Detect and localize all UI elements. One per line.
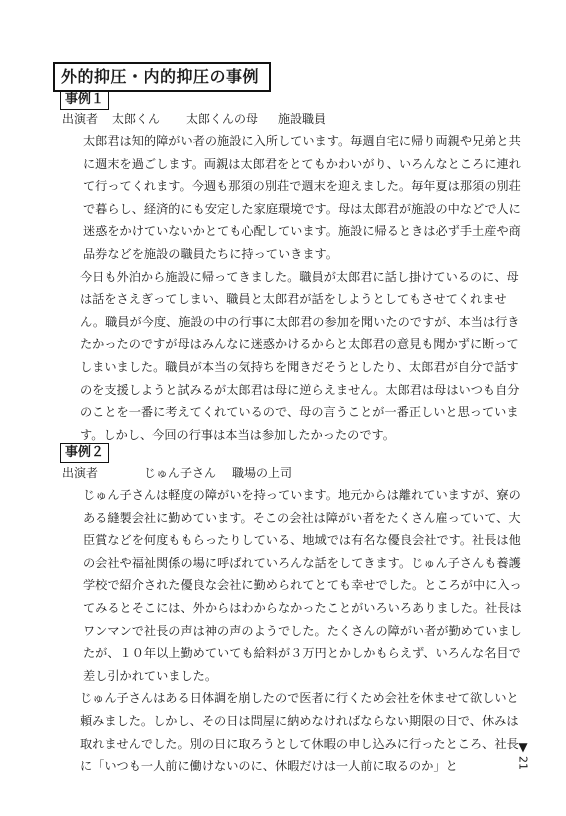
page-title: 外的抑圧・内的抑圧の事例 [53, 62, 271, 92]
case-1-body [80, 130, 523, 446]
cast-label: 出演者 [62, 466, 99, 480]
case-2-label: 事例２ [60, 443, 109, 463]
page-number: 21 [516, 756, 530, 770]
page-arrow-icon: ▼ [518, 740, 528, 754]
case-1-label: 事例１ [60, 90, 109, 110]
cast-member: じゅん子さん [144, 466, 217, 480]
paragraph: じゅん子さんは軽度の障がいを持っています。地元からは離れていますが、寮のある縫製会社に勤めています。そこの会社は障がい者をたくさん雇っていて、大臣賞などを何度ももらったりしている、地域では有名な優良会社です。社長は他の会社や福祉関係の場に呼ばれていろんな話をしてきます。じゅん子さんも養護学校で紹介された優良な会社に勤められてとても幸せでした。ところが中に入ってみるとそこには、外からはわからなかったことがいろいろありました。社長はワンマンで社長の声は神の声のようでした。たくさんの障がい者が勤めていましたが、１０年以上勤めていても給料が３万円とかしかもらえず、いろんな名目で差し引かれていました。 [83, 488, 522, 683]
cast-member: 太郎くんの母 [186, 112, 259, 126]
case-1-cast [62, 110, 326, 128]
page-number-marker [513, 740, 533, 770]
case-2-cast [62, 464, 292, 482]
cast-member: 太郎くん [112, 112, 161, 126]
case-2-body [80, 484, 523, 778]
paragraph: じゅん子さんはある日体調を崩したので医者に行くため会社を休ませて欲しいと頼みました。しかし、その日は問屋に納めなければならない期限の日で、休みは取れませんでした。別の日に取ろうとして休暇の申し込みに行ったところ、社長に「いつも一人前に働けないのに、休暇だけは一人前に取るのか」と [80, 691, 519, 774]
cast-label: 出演者 [62, 112, 99, 126]
cast-member: 施設職員 [278, 112, 327, 126]
cast-member: 職場の上司 [232, 466, 293, 480]
paragraph: 今日も外泊から施設に帰ってきました。職員が太郎君に話し掛けているのに、母は話をさえぎってしまい、職員と太郎君が話をしようとしてもさせてくれません。職員が今度、施設の中の行事に太郎君の参加を聞いたのですが、本当は行きたかったのですが母はみんなに迷惑かけるからと太郎君の意見も聞かずに断ってしまいました。職員が本当の気持ちを聞きだそうとしたり、太郎君が自分で話すのを支援しようと試みるが太郎君は母に逆らえません。太郎君は母はいつも自分のことを一番に考えてくれているので、母の言うことが一番正しいと思っています。しかし、今回の行事は本当は参加したかったのです。 [80, 269, 520, 442]
paragraph: 太郎君は知的障がい者の施設に入所しています。毎週自宅に帰り両親や兄弟と共に週末を過ごします。両親は太郎君をとてもかわいがり、いろんなところに連れて行ってくれます。今週も那須の別荘で週末を迎えました。毎年夏は那須の別荘で暮らし、経済的にも安定した家庭環境です。母は太郎君が施設の中などで人に迷惑をかけていないかとても心配しています。施設に帰るときは必ず手土産や商品券などを施設の職員たちに持っていきます。 [83, 134, 521, 261]
